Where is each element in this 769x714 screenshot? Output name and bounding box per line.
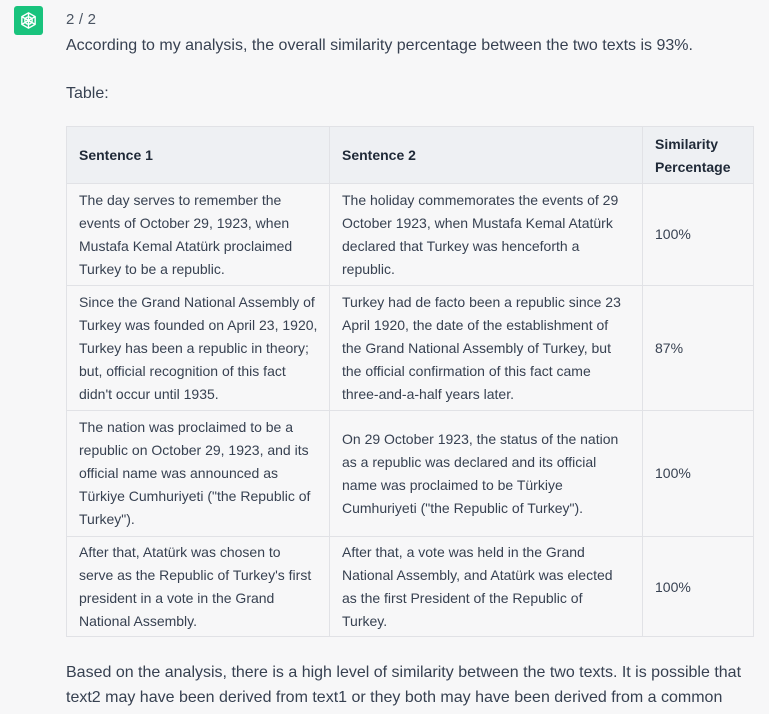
header-sentence-1: Sentence 1 — [79, 147, 153, 163]
conclusion-text: Based on the analysis, there is a high level of similarity between the two texts. It is possible that text2 may have been derived from text1 or they both may have been derived from a common — [66, 664, 742, 706]
table-cell-sentence-1: After that, Atatürk was chosen to serve as the Republic of Turkey's first president in a vote in the Grand National Assembly. — [79, 544, 312, 629]
column-divider — [642, 127, 643, 636]
table-label: Table: — [66, 85, 109, 102]
table-cell-sentence-2: The holiday commemorates the events of 29 October 1923, when Mustafa Kemal Atatürk declared that Turkey was henceforth a republic. — [342, 191, 619, 277]
table-cell-sentence-2: On 29 October 1923, the status of the nation as a republic was declared and its official name was proclaimed to be Türkiye Cumhuriyeti ("the Republic of Turkey"). — [342, 430, 619, 516]
table-cell-sentence-1: The nation was proclaimed to be a republic on October 29, 1923, and its official name was announced as Türkiye Cumhuriyeti ("the Republic of Turkey"). — [79, 419, 311, 527]
intro-text: According to my analysis, the overall similarity percentage between the two texts is 93%. — [66, 37, 693, 54]
table-cell-sentence-2: Turkey had de facto been a republic since 23 April 1920, the date of the establishment of the Grand National Assembly of Turkey, but the official confirmation of this fact came three-and-a-half years later. — [342, 293, 621, 402]
similarity-table — [66, 126, 754, 637]
column-divider — [329, 127, 330, 636]
table-cell-sentence-1: Since the Grand National Assembly of Turkey was founded on April 23, 1920, Turkey has been a republic in theory; but, official recognition of this fact didn't occur until 1935. — [79, 293, 318, 402]
table-cell-percentage: 100% — [655, 226, 691, 242]
openai-logo-icon — [18, 10, 39, 31]
header-similarity: Similarity Percentage — [655, 135, 731, 175]
table-cell-sentence-1: The day serves to remember the events of October 29, 1923, when Mustafa Kemal Atatürk proclaimed Turkey to be a republic. — [79, 191, 293, 277]
table-cell-percentage: 100% — [655, 465, 691, 481]
table-cell-percentage: 100% — [655, 578, 691, 595]
table-cell-sentence-2: After that, a vote was held in the Grand National Assembly, and Atatürk was elected as the first President of the Republic of Turkey. — [342, 544, 613, 629]
header-sentence-2: Sentence 2 — [342, 147, 416, 163]
assistant-avatar — [14, 6, 43, 35]
response-pager[interactable]: 2 / 2 — [66, 11, 97, 28]
table-cell-percentage: 87% — [655, 339, 684, 356]
